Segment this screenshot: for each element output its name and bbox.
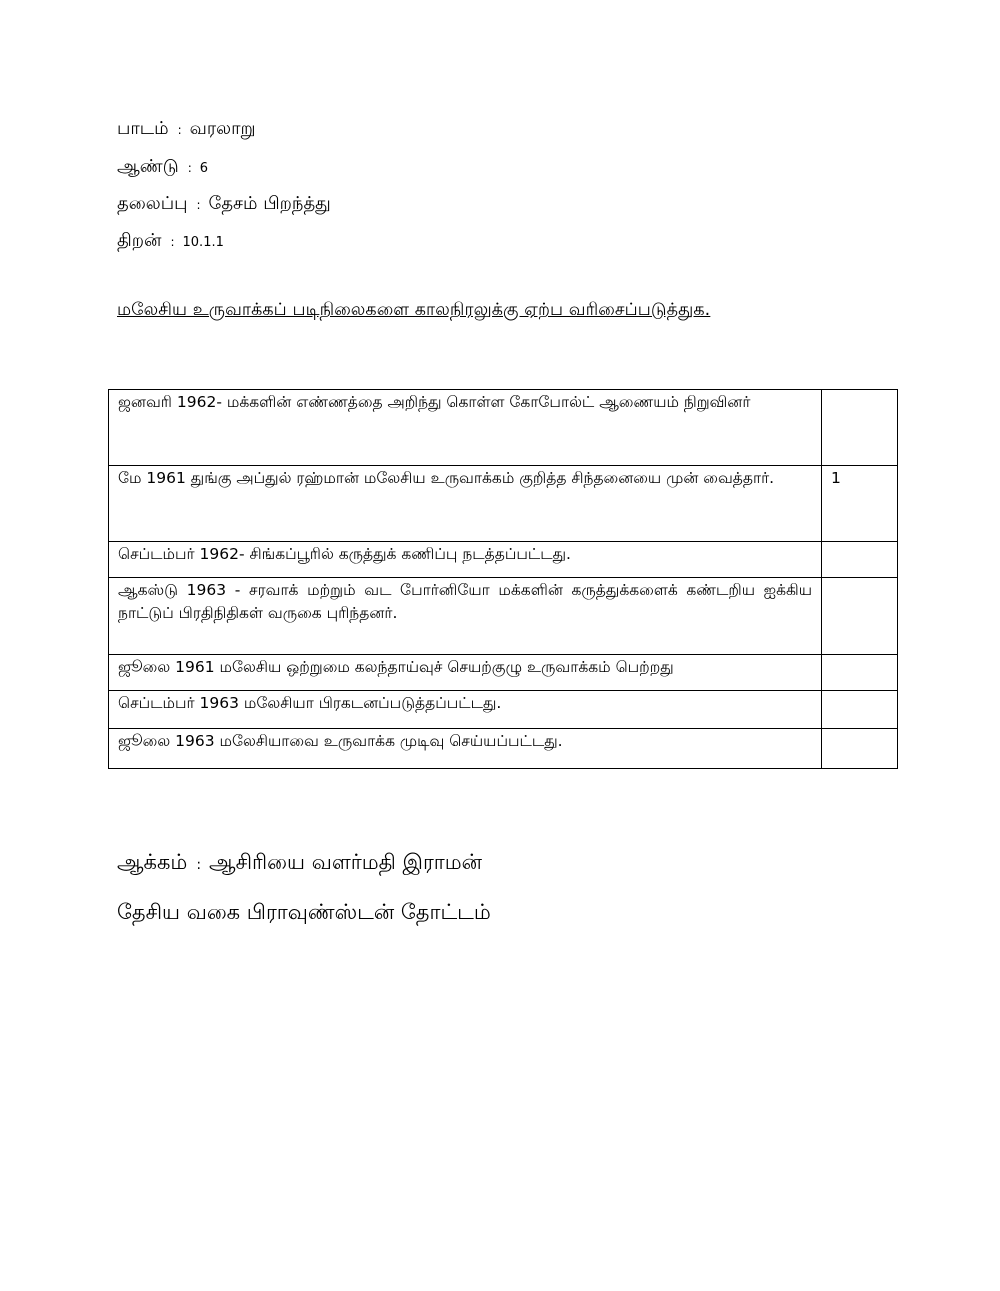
subject-separator: :	[177, 123, 182, 137]
event-text: ஆகஸ்டு 1963 - சரவாக் மற்றும் வட போர்னியோ மக்களின் கருத்துக்களைக் கண்டறிய ஐக்கிய நாட்டுப் பிரதிநிதிகள் வருகை புரிந்தனர்.	[109, 578, 822, 655]
topic-row	[117, 193, 331, 216]
table-row	[109, 578, 898, 655]
author-name: ஆசிரியை வளர்மதி இராமன்	[209, 850, 483, 874]
events-table	[108, 389, 898, 769]
event-text: செப்டம்பர் 1963 மலேசியா பிரகடனப்படுத்தப்பட்டது.	[109, 691, 822, 729]
order-answer-cell[interactable]	[822, 578, 898, 655]
subject-label: பாடம்	[117, 118, 169, 139]
order-answer-cell[interactable]	[822, 729, 898, 769]
event-text: செப்டம்பர் 1962- சிங்கப்பூரில் கருத்துக் கணிப்பு நடத்தப்பட்டது.	[109, 542, 822, 578]
event-text: மே 1961 துங்கு அப்துல் ரஹ்மான் மலேசிய உருவாக்கம் குறித்த சிந்தனையை முன் வைத்தார்.	[109, 466, 822, 542]
school-name: தேசிய வகை பிராவுண்ஸ்டன் தோட்டம்	[117, 900, 491, 924]
order-answer-cell[interactable]	[822, 655, 898, 691]
skill-separator: :	[170, 235, 175, 249]
order-answer-cell[interactable]: 1	[822, 466, 898, 542]
topic-label: தலைப்பு	[117, 193, 188, 214]
subject-value: வரலாறு	[189, 118, 256, 139]
year-label: ஆண்டு	[117, 156, 179, 177]
event-text: ஜூலை 1963 மலேசியாவை உருவாக்க முடிவு செய்யப்பட்டது.	[109, 729, 822, 769]
skill-label: திறன்	[117, 230, 162, 251]
school-line	[117, 900, 491, 927]
instruction-heading: மலேசிய உருவாக்கப் படிநிலைகளை காலநிரலுக்கு ஏற்ப வரிசைப்படுத்துக.	[117, 300, 711, 320]
author-label: ஆக்கம்	[117, 850, 188, 874]
subject-row	[117, 118, 256, 141]
event-text: ஜூலை 1961 மலேசிய ஒற்றுமை கலந்தாய்வுச் செயற்குழு உருவாக்கம் பெற்றது	[109, 655, 822, 691]
year-row	[117, 156, 208, 179]
table-row	[109, 390, 898, 466]
order-answer-cell[interactable]	[822, 542, 898, 578]
skill-row	[117, 230, 224, 253]
table-row	[109, 542, 898, 578]
table-row	[109, 655, 898, 691]
event-text: ஜனவரி 1962- மக்களின் எண்ணத்தை அறிந்து கொள்ள கோபோல்ட் ஆணையம் நிறுவினர்	[109, 390, 822, 466]
table-row	[109, 691, 898, 729]
author-separator: :	[196, 857, 202, 873]
skill-value: 10.1.1	[182, 235, 224, 250]
table-row	[109, 466, 898, 542]
year-value: 6	[199, 161, 209, 176]
topic-separator: :	[196, 198, 201, 212]
table-row	[109, 729, 898, 769]
topic-value: தேசம் பிறந்த்து	[208, 193, 331, 214]
order-answer-cell[interactable]	[822, 691, 898, 729]
order-answer-cell[interactable]	[822, 390, 898, 466]
author-line	[117, 850, 482, 877]
year-separator: :	[187, 161, 192, 175]
